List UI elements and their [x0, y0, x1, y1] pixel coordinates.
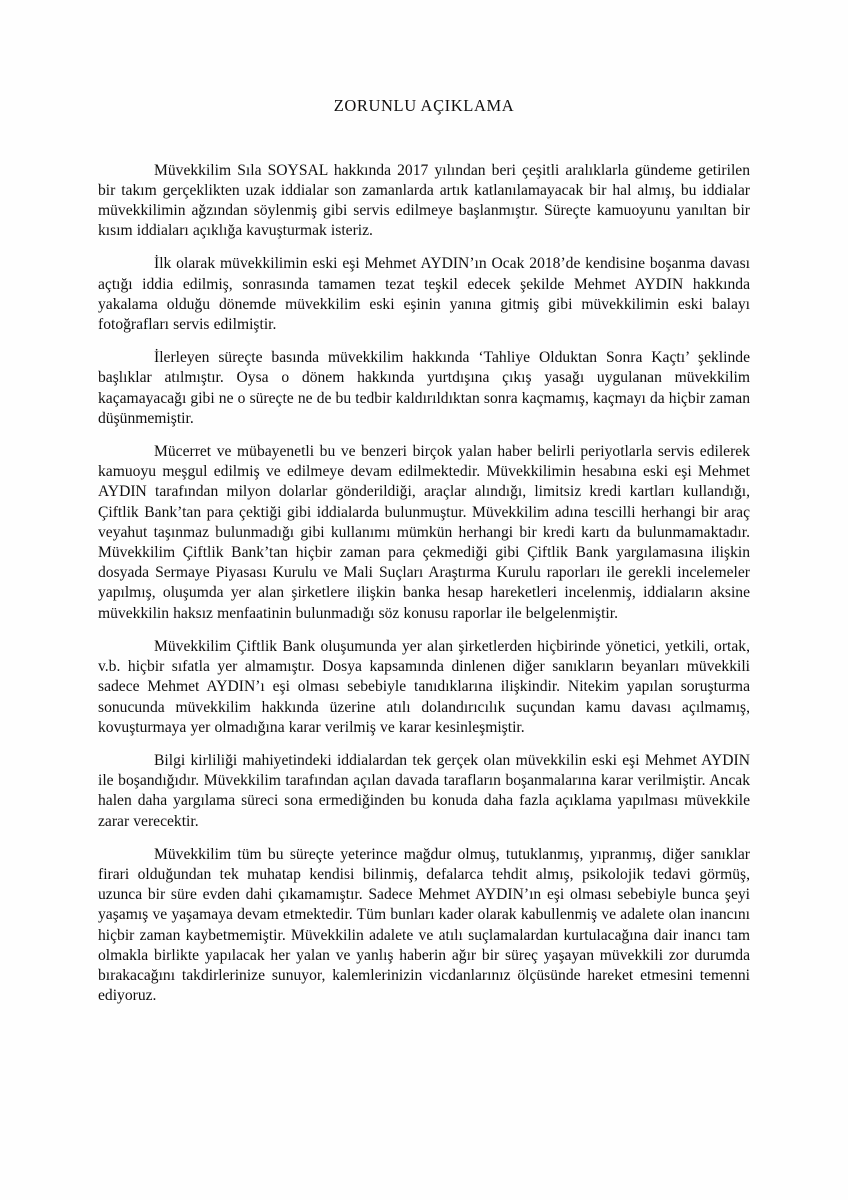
paragraph-3: İlerleyen süreçte basında müvekkilim hakkında ‘Tahliye Olduktan Sonra Kaçtı’ şeklinde başlıklar atılmıştır. Oysa o dönem hakkında yurtdışına çıkış yasağı uygulanan müvekkilim kaçamayacağı gibi ne o süreçte ne de bu tedbir kaldırıldıktan sonra kaçmamış, kaçmayı da hiçbir zaman düşünmemiştir. — [98, 349, 750, 427]
page-title: ZORUNLU AÇIKLAMA — [333, 96, 515, 115]
paragraph-6: Bilgi kirliliği mahiyetindeki iddialardan tek gerçek olan müvekkilin eski eşi Mehmet AYDIN ile boşandığıdır. Müvekkilim tarafından açılan davada tarafların boşanmalarına karar verilmiştir. Ancak halen daha yargılama süreci sona ermediğinden bu konuda daha fazla açıklama yapılması müvekkile zarar verecektir. — [98, 751, 750, 830]
document-text-block — [98, 96, 750, 1006]
paragraph-5: Müvekkilim Çiftlik Bank oluşumunda yer alan şirketlerden hiçbirinde yönetici, yetkili, ortak, v.b. hiçbir sıfatla yer almamıştır. Dosya kapsamında dinlenen diğer sanıkların beyanları müvekkili sadece Mehmet AYDIN’ı eşi olması sebebiyle tanıdıklarına ilişkindir. Nitekim yapılan soruşturma sonucunda müvekkilim hakkında üzerine atılı dolandırıcılık suçundan kamu davası açılmamış, kovuşturmaya yer olmadığına karar verilmiş ve karar kesinleşmiştir. — [98, 637, 750, 736]
paragraph-2: İlk olarak müvekkilimin eski eşi Mehmet AYDIN’ın Ocak 2018’de kendisine boşanma davası açtığı iddia edilmiş, sonrasında tamamen tezat teşkil edecek şekilde Mehmet AYDIN hakkında yakalama olduğu dönemde müvekkilim eski eşinin yanına gitmiş gibi müvekkilimin eski balayı fotoğrafları servis edilmiştir. — [98, 255, 750, 334]
paragraph-4: Mücerret ve mübayenetli bu ve benzeri birçok yalan haber belirli periyotlarla servis edilerek kamuoyu meşgul edilmiş ve edilmeye devam edilmektedir. Müvekkilimin hesabına eski eşi Mehmet AYDIN tarafından milyon dolarlar gönderildiği, araçlar alındığı, limitsiz kredi kartları kullandığı, Çiftlik Bank’tan para çektiği gibi iddialarda bulunmuştur. Müvekkilim adına tescilli herhangi bir araç veyahut taşınmaz bulunmadığı gibi kullanımı mümkün herhangi bir kredi kartı da bulunmamaktadır. Müvekkilim Çiftlik Bank’tan hiçbir zaman para çekmediği gibi Çiftlik Bank yargılamasına ilişkin dosyada Sermaye Piyasası Kurulu ve Mali Suçları Araştırma Kurulu raporları ile gerekli incelemeler yapılmış, oluşumda yer alan şirketlere ilişkin banka hesap hareketleri incelenmiş, iddiaların aksine müvekkilin haksız menfaatinin bulunmadığı söz konusu raporlar ile belgelenmiştir. — [98, 443, 750, 622]
paragraph-1: Müvekkilim Sıla SOYSAL hakkında 2017 yılından beri çeşitli aralıklarla gündeme getirilen bir takım gerçeklikten uzak iddialar son zamanlarda artık katlanılamayacak bir hal almış, bu iddialar müvekkilimin ağzından söylenmiş gibi servis edilmeye başlanmıştır. Süreçte kamuoyunu yanıltan bir kısım iddiaları açıklığa kavuşturmak isteriz. — [98, 161, 750, 240]
paragraph-7: Müvekkilim tüm bu süreçte yeterince mağdur olmuş, tutuklanmış, yıpranmış, diğer sanıklar firari olduğundan tek muhatap kendisi bilinmiş, defalarca tehdit almış, psikolojik tedavi görmüş, uzunca bir süre evden dahi çıkamamıştır. Sadece Mehmet AYDIN’ın eşi olması sebebiyle bunca şeyi yaşamış ve yaşamaya devam etmektedir. Tüm bunları kader olarak kabullenmiş ve adalete olan inancını hiçbir zaman kaybetmemiştir. Müvekkilin adalete ve atılı suçlamalardan kurtulacağına dair inancı tam olmakla birlikte yapılacak her yalan ve yanlış haberin ağır bir süreç yaşayan müvekkili zor durumda bırakacağını takdirlerinize sunuyor, kalemlerinizin vicdanlarınız ölçüsünde hareket etmesini temenni ediyoruz. — [98, 845, 750, 1005]
